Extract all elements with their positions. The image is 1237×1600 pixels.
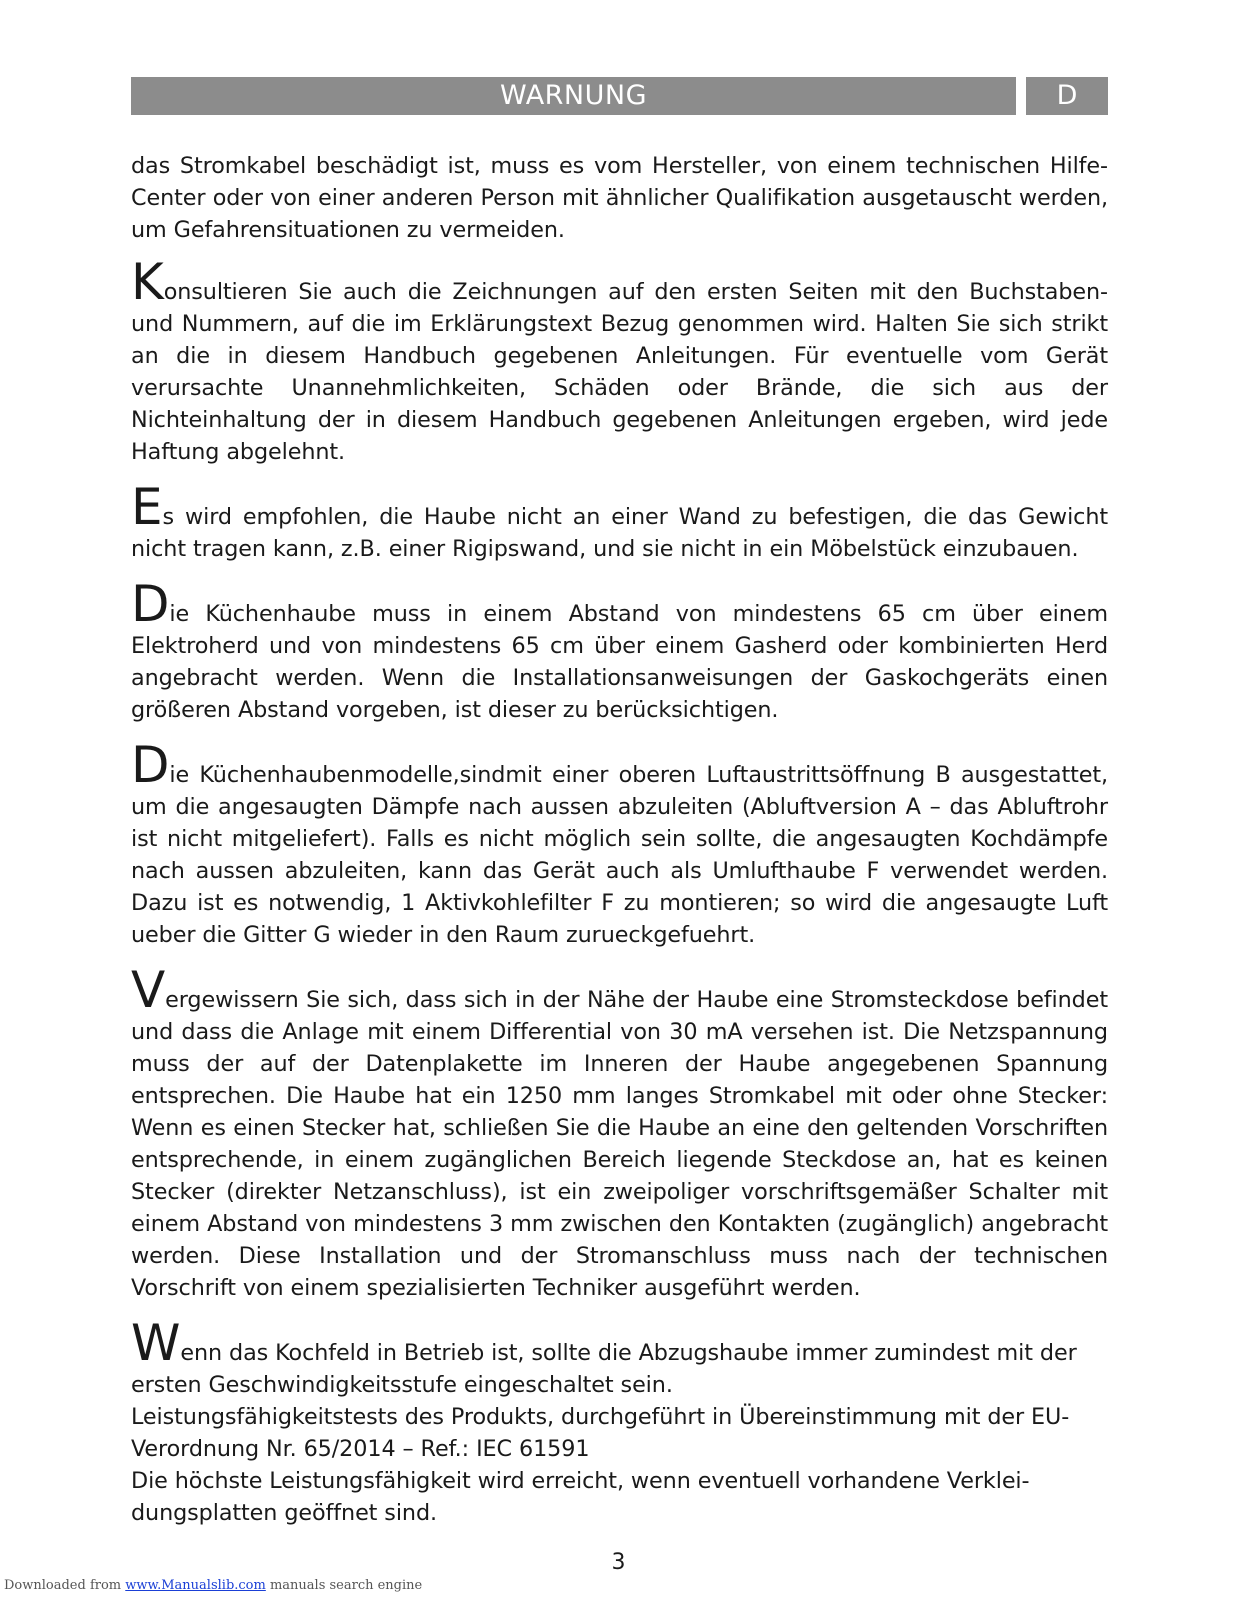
paragraph-text: enn das Kochfeld in Betrieb ist, sollte die Abzugshaube immer zumindest mit der ersten Geschwindigkeitsstufe eingeschaltet sein. bbox=[131, 1340, 1077, 1398]
footer-suffix: manuals search engine bbox=[265, 1578, 423, 1593]
page-header bbox=[131, 77, 1108, 115]
paragraph-wall-mounting bbox=[131, 478, 1108, 565]
paragraph-text: onsultieren Sie auch die Zeichnungen auf den ersten Seiten mit den Buchstaben- und Nummern, auf die im Erklärungstext Bezug genommen wird. Halten Sie sich strikt an die in diesem Handbuch gegebenen Anleitungen. Für eventuelle vom Gerät verursachte Unannehmlichkeiten, Schäden oder Brände, die sich aus der Nichteinhaltung der in diesem Handbuch gegebenen Anleitungen ergeben, wird jede Haftung abgelehnt. bbox=[131, 279, 1108, 465]
performance-test-note: Leistungsfähigkeitstests des Produkts, durchgeführt in Übereinstimmung mit der EU-Verordnung Nr. 65/2014 – Ref.: IEC 61591 bbox=[131, 1404, 1070, 1462]
paragraph-distance bbox=[131, 575, 1108, 726]
paragraph-operation bbox=[131, 1314, 1108, 1529]
paragraph-text: ie Küchenhaube muss in einem Abstand von mindestens 65 cm über einem Elektroherd und von mindestens 65 cm über einem Gasherd oder kombinierten Herd angebracht werden. Wenn die Installationsanweisungen der Gaskochgeräts einen größeren Abstand vorgeben, ist dieser zu berücksichtigen. bbox=[131, 601, 1108, 723]
manualslib-link[interactable]: www.Manualslib.com bbox=[125, 1578, 266, 1593]
paragraph-air-outlet bbox=[131, 736, 1108, 951]
paragraph-power-cable bbox=[131, 150, 1108, 246]
footer-prefix: Downloaded from bbox=[4, 1578, 126, 1593]
paragraph-electrical bbox=[131, 961, 1108, 1304]
drop-cap: K bbox=[131, 253, 164, 311]
paragraph-text: ie Küchenhaubenmodelle,sindmit einer oberen Luftaustrittsöffnung B ausgestattet, um die angesaugten Dämpfe nach aussen abzuleiten (Abluftversion A – das Abluftrohr ist nicht mitgeliefert). Falls es nicht möglich sein sollte, die angesaugten Kochdämpfe nach aussen abzuleiten, kann das Gerät auch als Umlufthaube F verwendet werden. Dazu ist es notwendig, 1 Aktivkohlefilter F zu montieren; so wird die angesaugte Luft ueber die Gitter G wieder in den Raum zurueckgefuehrt. bbox=[131, 762, 1108, 948]
paragraph-text: ergewissern Sie sich, dass sich in der Nähe der Haube eine Stromsteckdose befindet und dass die Anlage mit einem Differential von 30 mA versehen ist. Die Netzspannung muss der auf der Datenplakette im Inneren der Haube angegebenen Spannung entsprechen. Die Haube hat ein 1250 mm langes Stromkabel mit oder ohne Stecker: Wenn es einen Stecker hat, schließen Sie die Haube an eine den geltenden Vorschriften entsprechende, in einem zugänglichen Bereich liegende Steckdose an, hat es keinen Stecker (direkter Netzanschluss), ist ein zweipoliger vorschriftsgemäßer Schalter mit einem Abstand von mindestens 3 mm zwischen den Kontakten (zugänglich) angebracht werden. Diese Installation und der Stromanschluss muss nach der technischen Vorschrift von einem spezialisierten Techniker ausgeführt werden. bbox=[131, 987, 1108, 1301]
paragraph-drawings bbox=[131, 253, 1108, 468]
drop-cap: D bbox=[131, 575, 170, 633]
performance-note: Die höchste Leistungsfähigkeit wird erreicht, wenn eventuell vorhandene Verklei-dungsplatten geöffnet sind. bbox=[131, 1468, 1030, 1526]
section-title: WARNUNG bbox=[131, 77, 1016, 115]
document-body bbox=[131, 150, 1108, 1552]
language-badge: D bbox=[1026, 77, 1108, 115]
download-footer bbox=[4, 1578, 422, 1593]
drop-cap: V bbox=[131, 961, 166, 1019]
drop-cap: W bbox=[131, 1314, 181, 1372]
paragraph-text: s wird empfohlen, die Haube nicht an einer Wand zu befestigen, die das Gewicht nicht tragen kann, z.B. einer Rigipswand, und sie nicht in ein Möbelstück einzubauen. bbox=[131, 504, 1108, 562]
paragraph-text: das Stromkabel beschädigt ist, muss es vom Hersteller, von einem technischen Hilfe-Center oder von einer anderen Person mit ähnlicher Qualifikation ausgetauscht werden, um Gefahrensituationen zu vermeiden. bbox=[131, 153, 1108, 243]
drop-cap: D bbox=[131, 736, 170, 794]
page-number: 3 bbox=[611, 1550, 626, 1575]
drop-cap: E bbox=[131, 478, 163, 536]
